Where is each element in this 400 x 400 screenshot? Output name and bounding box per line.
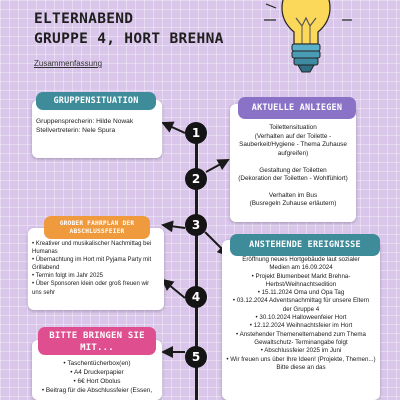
ereignisse-line-6: • 03.12.2024 Adventsnachmittag für unsere Eltern (232, 297, 370, 305)
step-4-badge: 4 (185, 286, 207, 308)
aktuelle-line-9: Verhalten im Bus (268, 191, 318, 199)
fahrplan-line-4: Grillabend (32, 265, 60, 272)
fahrplan-header-line-1: GROBER FAHRPLAN DER (59, 220, 135, 227)
ereignisse-line-11: Gewaltschutz- Terminangabe folgt (254, 338, 348, 346)
ereignisse-line-14: Bitte diese an das (276, 363, 326, 371)
mitbringen-line-2: • A4 Druckerpapier (70, 368, 124, 376)
fahrplan-line-3: • Übernachtung im Hort mit Pyjama Party mit (32, 257, 152, 264)
step-5-badge: 5 (185, 346, 207, 368)
ereignisse-line-3: • Projekt Blumenbeet Markt Brehna- (251, 272, 351, 280)
fahrplan-line-5: • Termin folgt im Jahr 2025 (32, 273, 104, 280)
ereignisse-line-7: der Gruppe 4 (282, 305, 320, 313)
mitbringen-header (38, 327, 156, 355)
aktuelle-line-10: (Busregeln Zuhause erläutern) (249, 200, 337, 208)
fahrplan-line-2: Humanas (32, 249, 58, 256)
fahrplan-line-6: • Über Sponsoren klein oder groß freuen wir (32, 281, 150, 288)
ereignisse-line-4: Herbst/Weihnachtsedition (265, 280, 337, 288)
ereignisse-line-8: • 30.10.2024 Halloweenfeier Hort (255, 314, 347, 322)
aktuelle-line-6: Gestaltung der Toiletten (259, 166, 327, 174)
ereignisse-line-5: • 15.11.2024 Oma und Opa Tag (257, 289, 345, 297)
aktuelle-line-3: Sauberkeit/Hygiene - Thema Zuhause (239, 141, 347, 149)
aktuelle-line-1: Toilettensituation (269, 124, 317, 131)
fahrplan-card (28, 228, 164, 310)
aktuelle-anliegen-card (230, 104, 356, 222)
aktuelle-anliegen-header: AKTUELLE ANLIEGEN (238, 97, 356, 119)
step-3-badge: 3 (185, 214, 207, 236)
page-title-line1: ELTERNABEND (34, 11, 134, 27)
ereignisse-line-13: • Wir freuen uns über Ihre Ideen! (Projekte, Themen...) (226, 355, 376, 363)
fahrplan-line-1: • Kreativer und musikalischer Nachmittag bei (32, 241, 152, 247)
step-1-badge: 1 (185, 122, 207, 144)
ereignisse-line-9: • 12.12.2024 Weihnachtsfeier im Hort (249, 322, 353, 330)
aktuelle-line-4: aufgreifen) (277, 149, 309, 157)
mitbringen-header-line-2: MIT... (80, 342, 114, 353)
fahrplan-header (44, 216, 150, 239)
page-title-line2: GRUPPE 4, HORT BREHNA (34, 31, 224, 47)
aktuelle-line-7: (Dekoration der Toiletten - Wohlfühlort) (238, 175, 348, 183)
ereignisse-line-12: • Abschlussfeier 2025 im Juni (260, 347, 342, 355)
mitbringen-header-line-1: BITTE BRINGEN SIE (49, 331, 145, 341)
mitbringen-line-1: • Taschentücherbox(en) (63, 360, 131, 367)
gruppensituation-line-1: Gruppensprecherin: Hilde Nowak (36, 118, 134, 125)
ereignisse-card (222, 240, 380, 400)
gruppensituation-line-2: Stellvertreterin: Nele Spura (36, 126, 116, 134)
mitbringen-line-3: • 6€ Hort Obolus (73, 377, 121, 385)
ereignisse-line-2: Medien am 16.09.2024 (269, 264, 333, 272)
ereignisse-line-10: • Anstehender Themenelternabend zum Thema (236, 330, 366, 338)
ereignisse-header: ANSTEHENDE EREIGNISSE (230, 234, 380, 256)
fahrplan-line-7: uns sehr (32, 289, 56, 296)
fahrplan-header-line-2: ABSCHLUSSFEIER (69, 228, 125, 236)
gruppensituation-header: GRUPPENSITUATION (36, 92, 156, 110)
aktuelle-line-2: (Verhalten auf der Toilette - (254, 132, 332, 140)
ereignisse-line-1: Eröffnung neues Hortgebäude laut sozialer (242, 256, 360, 263)
step-2-badge: 2 (185, 168, 207, 190)
subtitle: Zusammenfassung (34, 59, 103, 68)
mitbringen-line-4: • Beitrag für die Abschlussfeier (Essen, (41, 386, 153, 394)
lightbulb-icon (262, 0, 352, 86)
